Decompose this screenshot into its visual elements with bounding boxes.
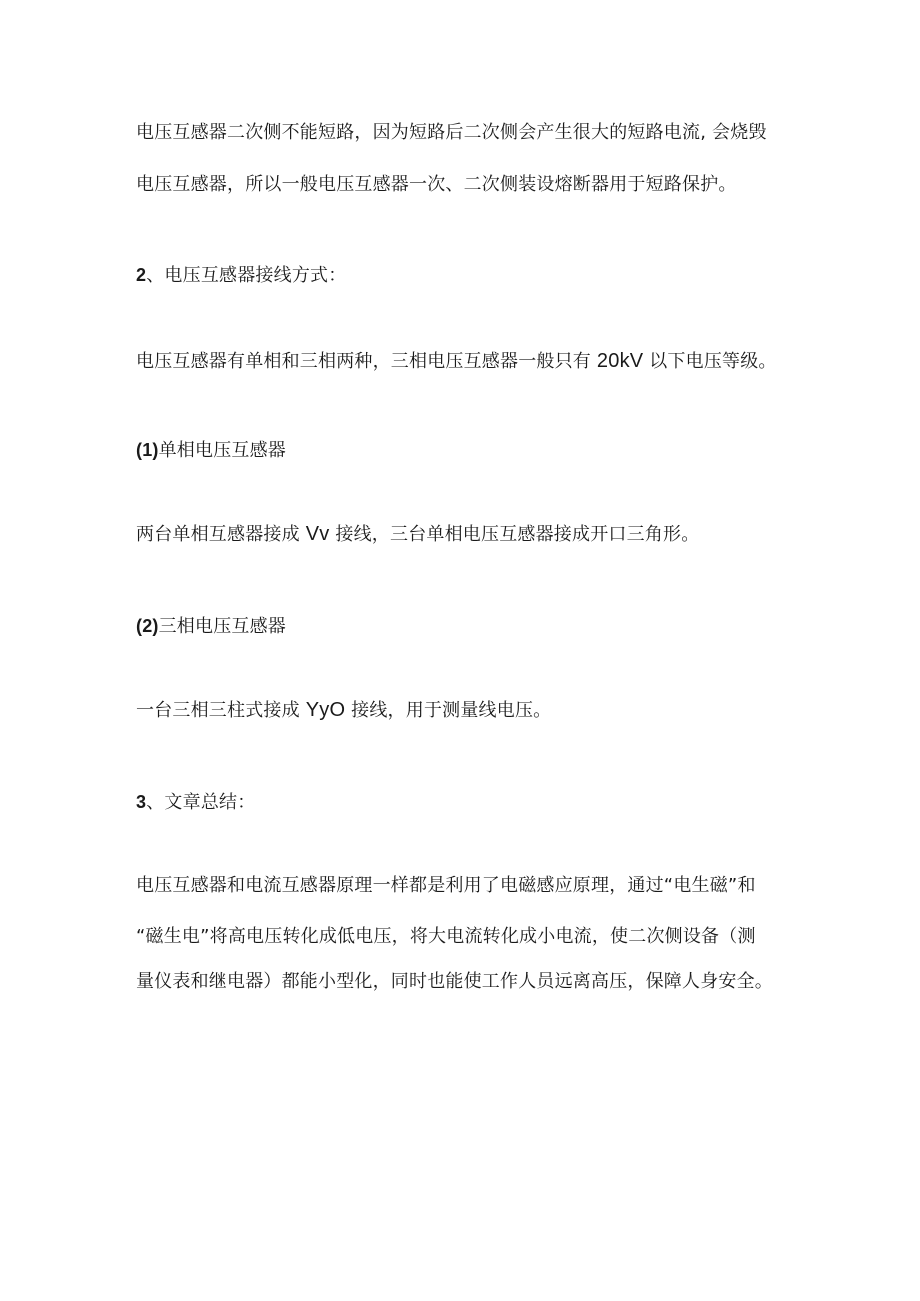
text-span: 接线，用于测量线电压。 — [345, 700, 552, 721]
subsection-title: 三相电压互感器 — [158, 616, 287, 637]
text-span: 两台单相互感器接成 — [136, 524, 306, 545]
subsection-title: 单相电压互感器 — [158, 440, 287, 461]
connection-type: YyO — [305, 699, 346, 721]
paragraph-short-circuit-line-2: 电压互感器，所以一般电压互感器一次、二次侧装设熔断器用于短路保护。 — [136, 174, 737, 195]
subsection-number: (2) — [136, 616, 159, 636]
section-heading-3 — [136, 790, 796, 815]
section-title: 、文章总结： — [146, 792, 256, 813]
section-number: 3 — [136, 792, 147, 812]
paragraph-short-circuit-line-1: 电压互感器二次侧不能短路，因为短路后二次侧会产生很大的短路电流, 会烧毁 — [136, 122, 767, 143]
paragraph-summary-line-3: 量仪表和继电器）都能小型化，同时也能使工作人员远离高压，保障人身安全。 — [136, 971, 773, 992]
subsection-number: (1) — [136, 440, 159, 460]
paragraph-three-phase — [136, 698, 796, 723]
subsection-heading-2 — [136, 614, 796, 639]
paragraph-types — [136, 349, 796, 374]
paragraph-single-phase — [136, 522, 796, 547]
section-heading-2 — [136, 263, 796, 288]
text-span: 一台三相三柱式接成 — [136, 700, 306, 721]
paragraph-summary-line-2: “磁生电”将高电压转化成低电压，将大电流转化成小电流，使二次侧设备（测 — [136, 926, 756, 947]
subsection-heading-1 — [136, 438, 796, 463]
voltage-value: 20kV — [596, 350, 644, 372]
section-title: 、电压互感器接线方式： — [146, 265, 347, 286]
text-span: 接线，三台单相电压互感器接成开口三角形。 — [329, 524, 700, 545]
connection-type: Vv — [305, 523, 330, 545]
text-span: 电压互感器有单相和三相两种，三相电压互感器一般只有 — [136, 351, 597, 372]
paragraph-summary-line-1: 电压互感器和电流互感器原理一样都是利用了电磁感应原理，通过“电生磁”和 — [136, 875, 756, 896]
section-number: 2 — [136, 265, 147, 285]
text-span: 以下电压等级。 — [643, 351, 777, 372]
